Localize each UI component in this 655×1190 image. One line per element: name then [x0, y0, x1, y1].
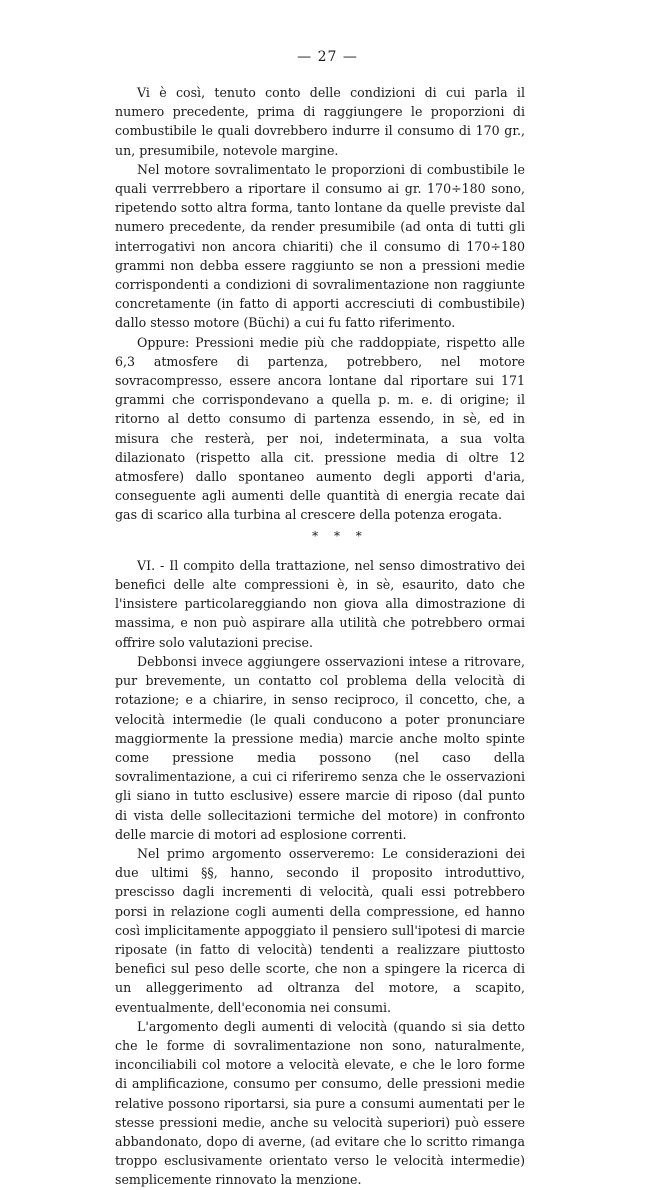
page-number: — 27 —	[297, 49, 358, 65]
paragraph: L'argomento degli aumenti di velocità (quando si sia detto che le forme di sovralimentazione non sono, naturalmente, inconciliabili col motore a velocità elevate, e che le loro forme di amplificazione, consumo per consumo, delle pressioni medie relative possono riportarsi, sia pure a consumi aumentati per le stesse pressioni medie, anche su velocità superiori) può essere abbandonato, dopo di averne, (ad evitare che lo scritto rimanga troppo esclusivamente orientato verso le velocità intermedie) semplicemente rinnovato la menzione.	[115, 1018, 525, 1188]
paragraph: Nel primo argomento osserveremo: Le considerazioni dei due ultimi §§, hanno, secondo il proposito introduttivo, prescisso dagli incrementi di velocità, quali essi potrebbero porsi in relazione cogli aumenti della compressione, ed hanno così implicitamente appoggiato il pensiero sull'ipotesi di marcie riposate (in fatto di velocità) tendenti a realizzare piuttosto benefici sul peso delle scorte, che non a spingere la ricerca di un alleggerimento ad oltranza del motore, a scapito, eventualmente, dell'economia nei consumi.	[115, 845, 525, 1015]
body-text	[115, 83, 525, 1190]
paragraph: Oppure: Pressioni medie più che raddoppiate, rispetto alle 6,3 atmosfere di partenza, potrebbero, nel motore sovracompresso, essere ancora lontane dal riportare sui 171 grammi che corrispondevano a quella p. m. e. di origine; il ritorno al detto consumo di partenza essendo, in sè, ed in misura che resterà, per noi, indeterminata, a sua volta dilazionato (rispetto alla cit. pressione media di oltre 12 atmosfere) dallo spontaneo aumento degli apporti d'aria, conseguente agli aumenti delle quantità di energia recate dai gas di scarico alla turbina al crescere della potenza erogata.	[115, 334, 525, 523]
paragraph: Vi è così, tenuto conto delle condizioni di cui parla il numero precedente, prima di raggiungere le proporzioni di combustibile le quali dovrebbero indurre il consumo di 170 gr., un, presumibile, notevole margine.	[115, 85, 525, 158]
paragraph: Nel motore sovralimentato le proporzioni di combustibile le quali verrrebbero a riportare il consumo ai gr. 170÷180 sono, ripetendo sotto altra forma, tanto lontane da quelle previste dal numero precedente, da render presumibile (ad onta di tutti gli interrogativi non ancora chiariti) che il consumo di 170÷180 grammi non debba essere raggiunto se non a pressioni medie corrispondenti a condizioni di sovralimentazione non raggiunte concretamente (in fatto di apporti accresciuti di combustibile) dallo stesso motore (Büchi) a cui fu fatto riferimento.	[115, 161, 525, 331]
paragraph: Debbonsi invece aggiungere osservazioni intese a ritrovare, pur brevemente, un contatto col problema della velocità di rotazione; e a chiarire, in senso reciproco, il concetto, che, a velocità intermedie (le quali conducono a poter pronunciare maggiormente la pressione media) marcie anche molto spinte come pressione media possono (nel caso della sovralimentazione, a cui ci riferiremo senza che le osservazioni gli siano in tutto esclusive) essere marcie di riposo (dal punto di vista delle sollecitazioni termiche del motore) in confronto delle marcie di motori ad esplosione correnti.	[115, 653, 525, 842]
section-separator: * * *	[312, 528, 368, 543]
section-paragraph: VI. - Il compito della trattazione, nel senso dimostrativo dei benefici delle alte compressioni è, in sè, esaurito, dato che l'insistere particolareggiando non giova alla dimostrazione di massima, e non può aspirare alla utilità che potrebbero ormai offrire solo valutazioni precise.	[115, 557, 525, 650]
